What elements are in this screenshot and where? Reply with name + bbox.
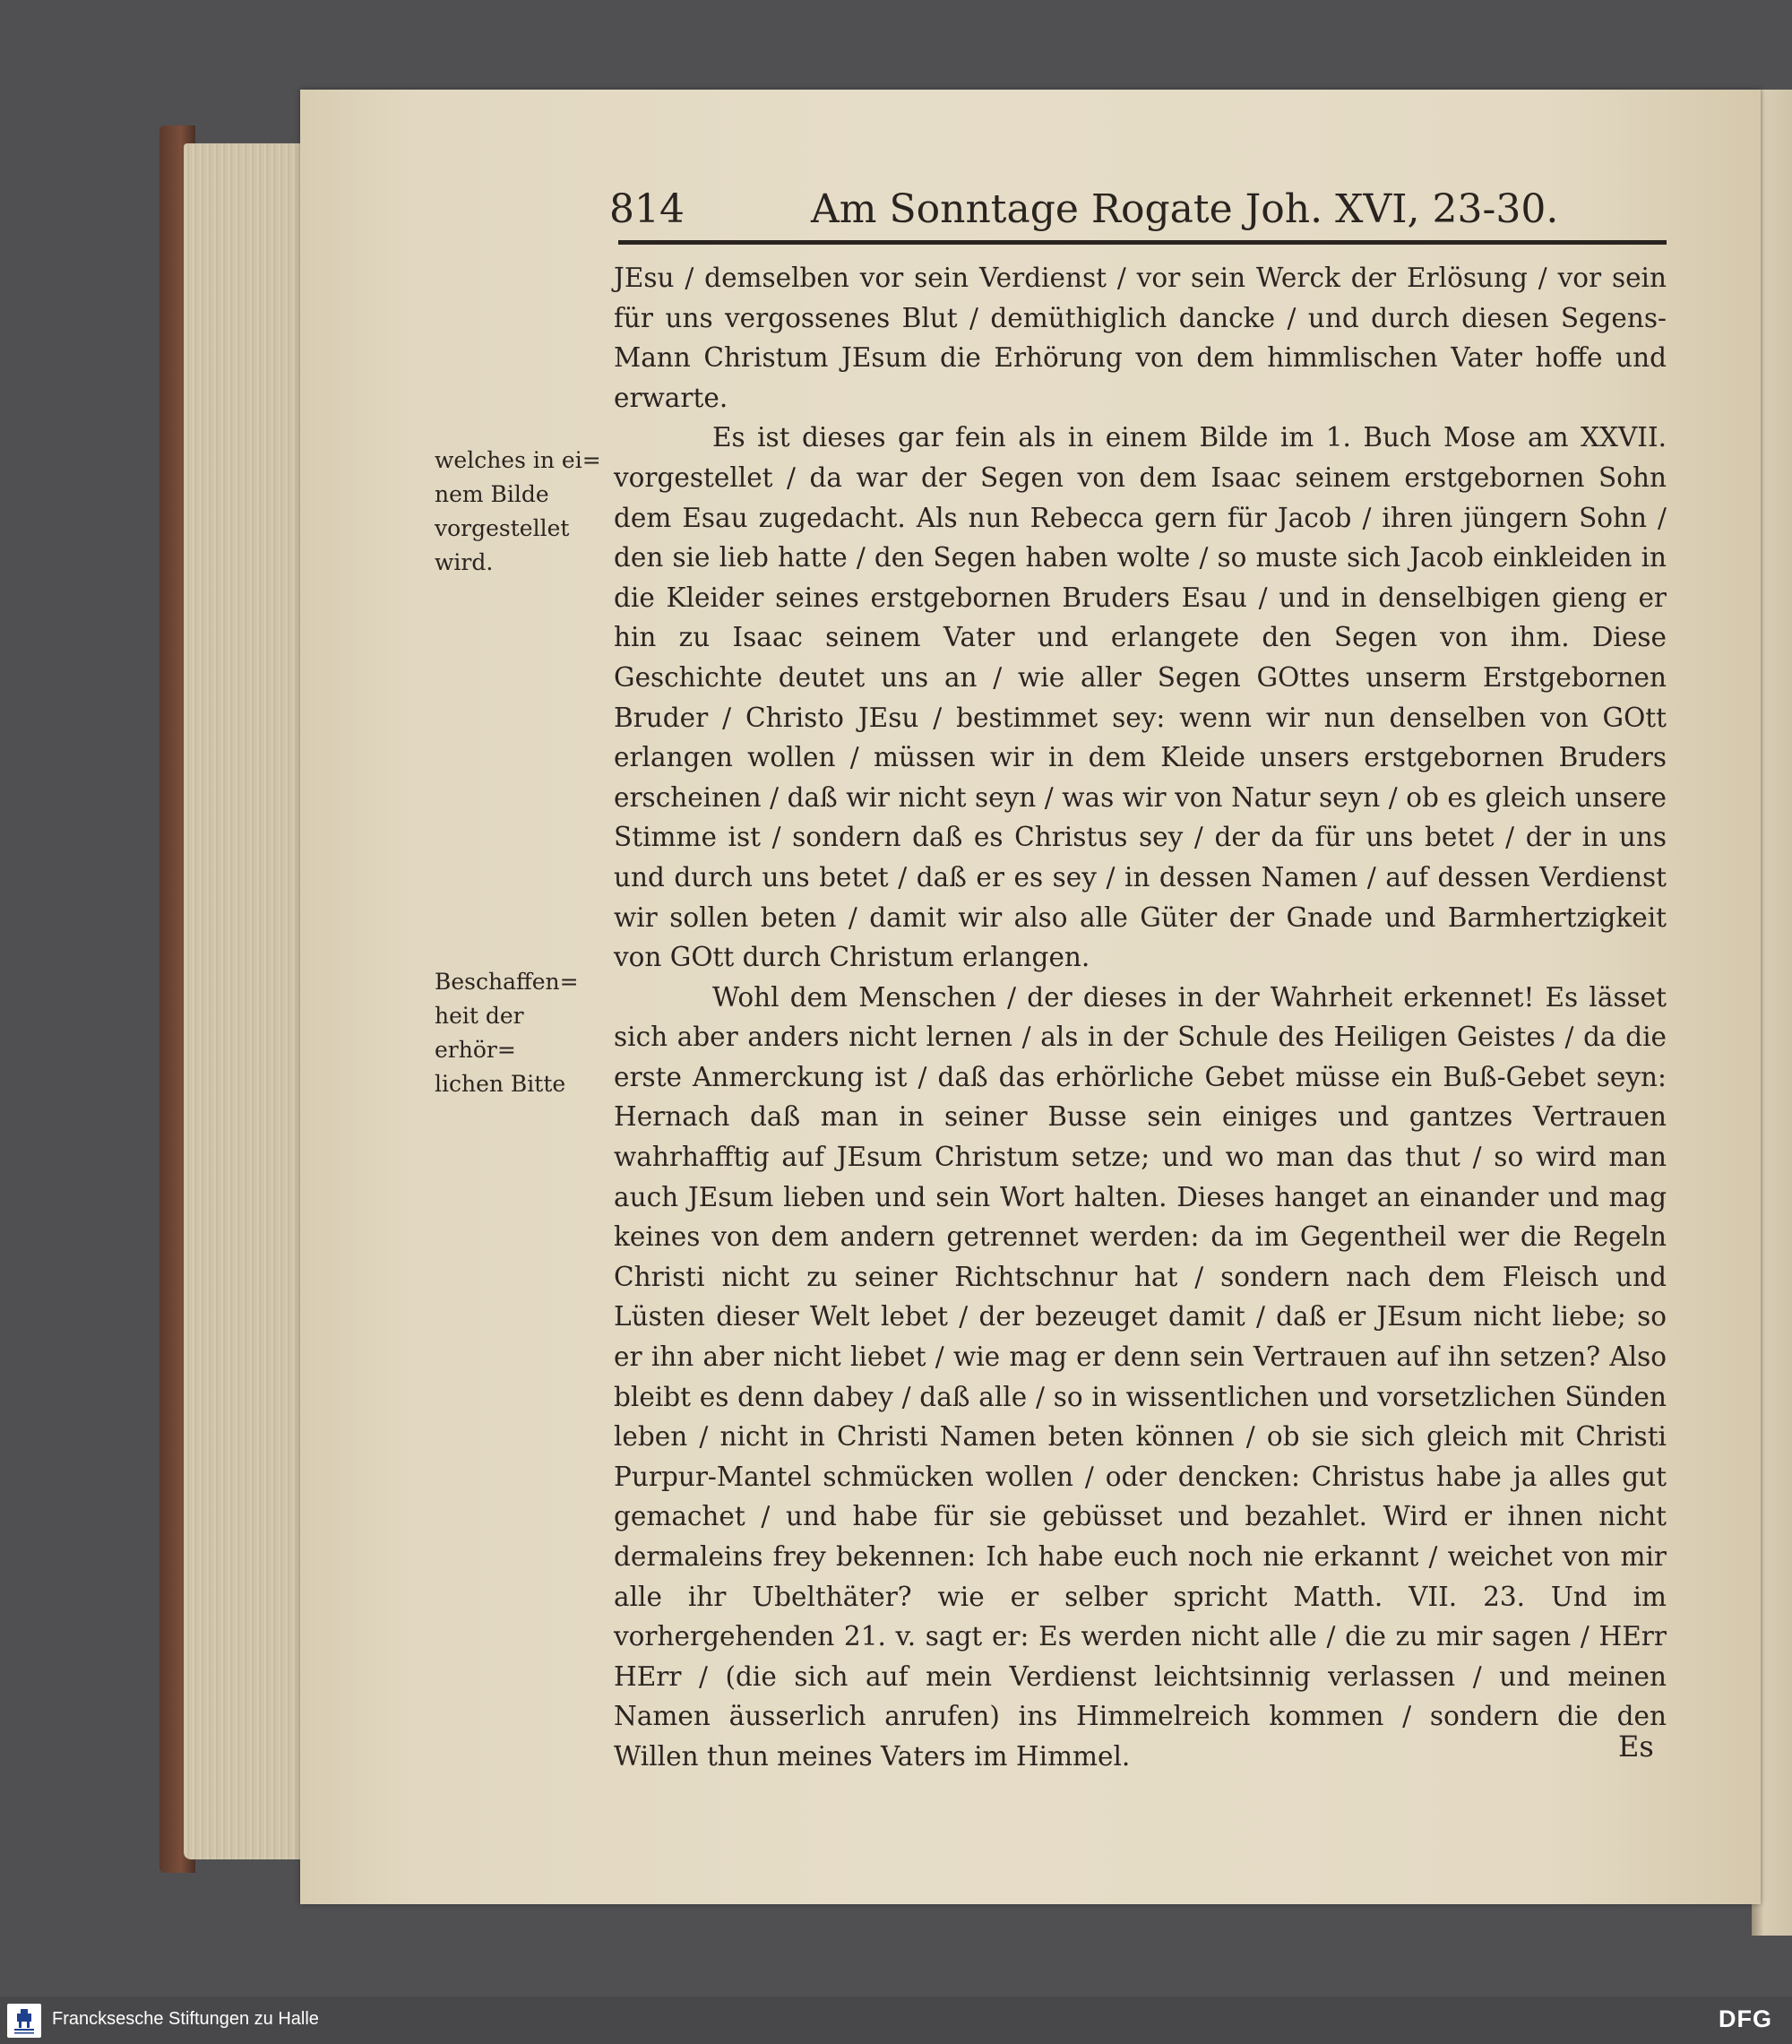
- dfg-logo[interactable]: DFG: [1719, 2005, 1772, 2032]
- body-paragraph: Es ist dieses gar fein als in einem Bilde im 1. Buch Mose am XXVII. vorgestellet / da war der Segen von dem Isaac seinem erstgebornen Sohn dem Esau zugedacht. Als nun Rebecca gern für Jacob / ihren jüngern Sohn / den sie lieb hatte / den Segen haben wolte / so muste sich Jacob einkleiden in die Kleider seines erstgebornen Bruders Esau / und in denselbigen gieng er hin zu Isaac seinem Vater und erlangete den Segen von ihm. Diese Geschichte deutet uns an / wie aller Segen GOttes unserm Erstgebornen Bruder / Christo JEsu / bestimmet sey: wenn wir nun denselben von GOtt erlangen wollen / müssen wir in dem Kleide unsers erstgebornen Bruders erscheinen / daß wir nicht seyn / was wir von Natur seyn / ob es gleich unsere Stimme ist / sondern daß es Christus sey / der da für uns betet / der in uns und durch uns betet / daß er es sey / in dessen Namen / auf dessen Verdienst wir sollen beten / damit wir also alle Güter der Gnade und Barmhertzigkeit von GOtt durch Christum erlangen.: [614, 422, 1667, 973]
- marginal-note-line: Beschaffen=: [435, 969, 579, 995]
- page-number: 814: [609, 186, 685, 232]
- marginal-note-line: heit der erhör=: [435, 1003, 524, 1063]
- marginal-note: [435, 965, 605, 1101]
- francke-foundations-logo-icon[interactable]: [7, 2004, 41, 2038]
- running-head: [609, 179, 1667, 242]
- footer-institution-name[interactable]: Francksesche Stiftungen zu Halle: [52, 2009, 319, 2029]
- marginal-note-line: vorgestellet: [435, 515, 570, 541]
- marginal-note-line: nem Bilde: [435, 481, 549, 507]
- viewer-footer: [0, 1997, 1792, 2044]
- marginal-note-line: lichen Bitte: [435, 1071, 566, 1097]
- body-paragraph: JEsu / demselben vor sein Verdienst / vor sein Werck der Erlösung / vor sein für uns vergossenes Blut / demüthiglich dancke / und durch diesen Segens-Mann Christum JEsum die Erhörung von dem himmlischen Vater hoffe und erwarte.: [614, 263, 1667, 413]
- marginal-note: [435, 444, 605, 580]
- marginal-note-line: welches in ei=: [435, 447, 601, 473]
- running-head-title: Am Sonntage Rogate Joh. XVI, 23-30.: [811, 186, 1559, 232]
- catchword: Es: [1618, 1729, 1654, 1764]
- header-rule: [618, 240, 1667, 245]
- body-paragraph: Wohl dem Menschen / der dieses in der Wahrheit erkennet! Es lässet sich aber anders nicht lernen / als in der Schule des Heiligen Geistes / da die erste Anmerckung ist / daß das erhörliche Gebet müsse ein Buß-Gebet seyn: Hernach daß man in seiner Busse sein einiges und gantzes Vertrauen wahrhafftig auf JEsum Christum setze; und wo man das thut / so wird man auch JEsum lieben und sein Wort halten. Dieses hanget an einander und mag keines von dem andern getrennet werden: da im Gegentheil wer die Regeln Christi nicht zu seiner Richtschnur hat / sondern nach dem Fleisch und Lüsten dieser Welt lebet / der bezeuget damit / daß er JEsum nicht liebe; so er ihn aber nicht liebet / wie mag er denn sein Vertrauen auf ihn setzen? Also bleibt es denn dabey / daß alle / so in wissentlichen und vorsetzlichen Sünden leben / nicht in Christi Namen beten können / ob sie sich gleich mit Christi Purpur-Mantel schmücken wollen / oder dencken: Christus habe ja alles gut gemachet / und habe für sie gebüsset und bezahlet. Wird er ihnen nicht dermaleins frey bekennen: Ich habe euch noch nie erkannt / weichet von mir alle ihr Ubelthäter? wie er selber spricht Matth. VII. 23. Und im vorhergehenden 21. v. sagt er: Es werden nicht alle / die zu mir sagen / HErr HErr / (die sich auf mein Verdienst leichtsinnig verlassen / und meinen Namen äusserlich anrufen) ins Himmelreich kommen / sondern die den Willen thun meines Vaters im Himmel.: [614, 981, 1667, 1772]
- body-text: [614, 258, 1667, 1777]
- marginal-note-line: wird.: [435, 549, 494, 575]
